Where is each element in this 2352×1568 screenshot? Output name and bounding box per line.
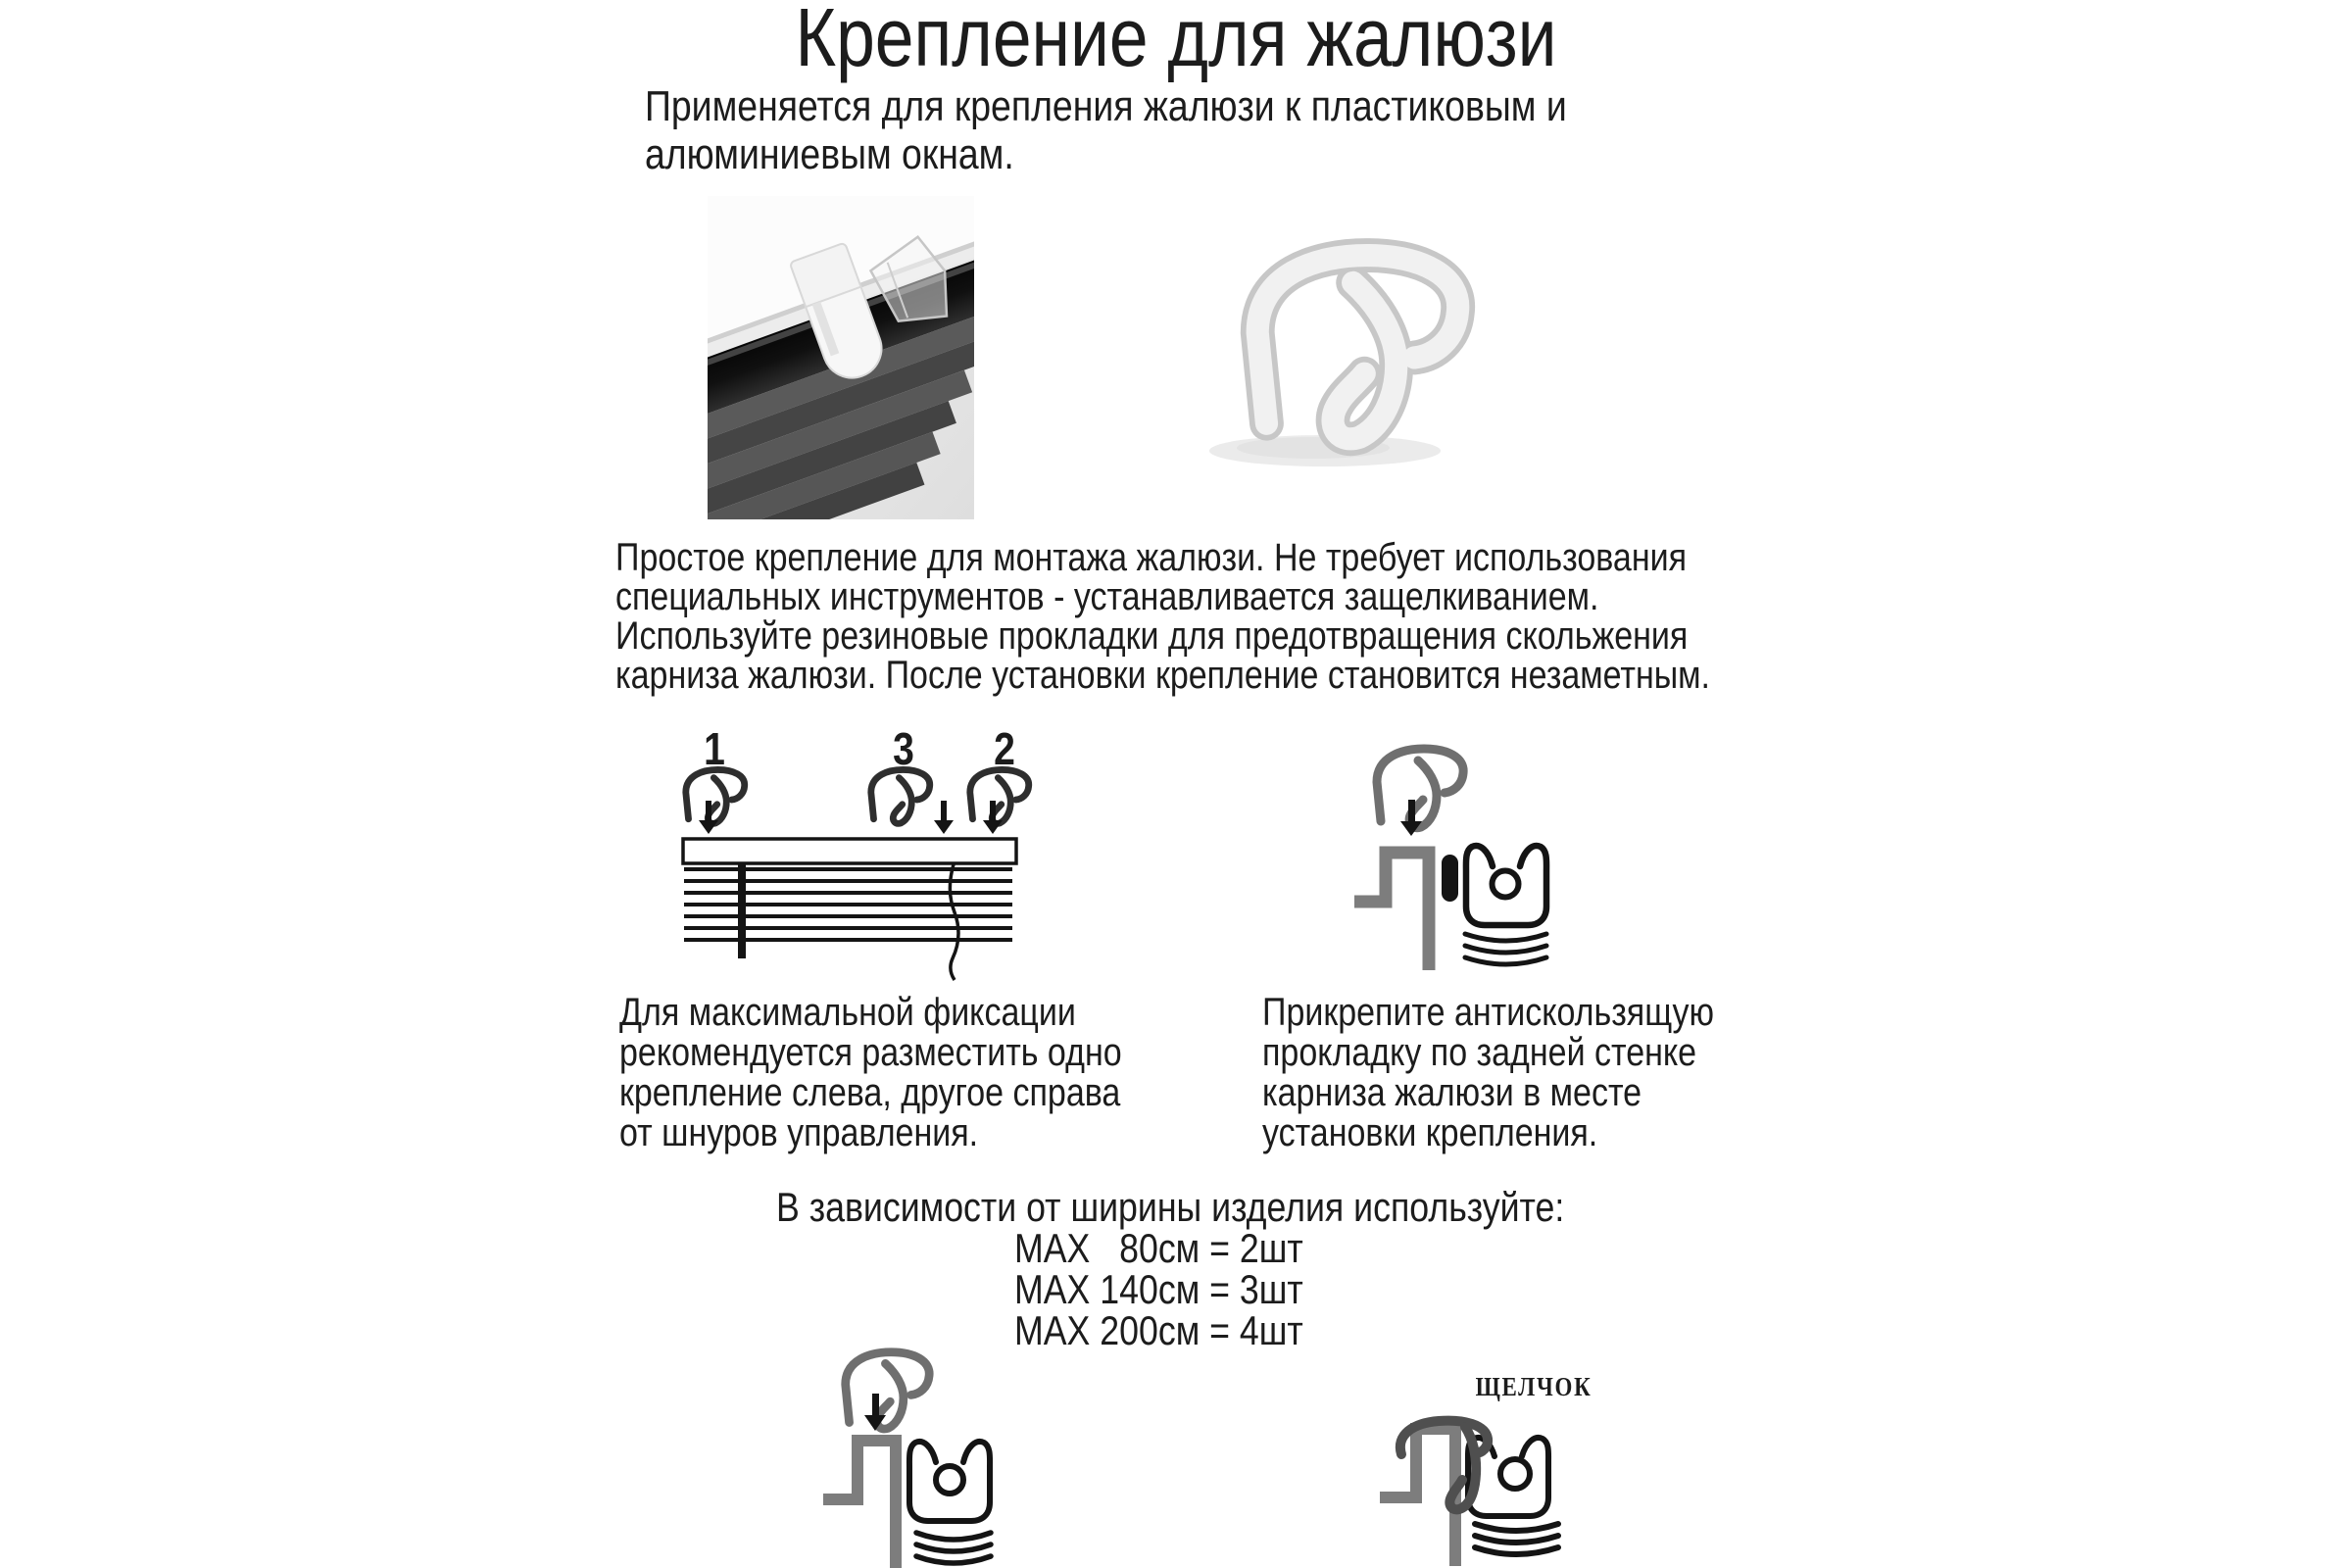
subtitle-line: Применяется для крепления жалюзи к пластиковым и: [645, 82, 1567, 130]
caption-line: Прикрепите антискользящую: [1262, 991, 1715, 1034]
usage-row: MAX 80см = 2шт: [1014, 1225, 1303, 1271]
intro-line: специальных инструментов - устанавливается защелкиванием.: [615, 575, 1599, 618]
caption-left: [619, 993, 1122, 1153]
caption-right: [1262, 993, 1714, 1153]
headrail-channel: [909, 1442, 990, 1521]
caption-line: рекомендуется разместить одно: [619, 1031, 1122, 1074]
photo-clip-mounted-image: [708, 196, 974, 519]
clip-icon: [970, 769, 1029, 823]
caption-line: карниза жалюзи в месте: [1262, 1071, 1642, 1114]
down-arrow-icon: [699, 801, 1003, 834]
clip-number-third: 3: [893, 723, 914, 774]
headrail-outline: [683, 839, 1016, 863]
usage-row: MAX 140см = 3шт: [1014, 1266, 1303, 1312]
photo-clip-product: [1198, 221, 1501, 492]
caption-line: прокладку по задней стенке: [1262, 1031, 1697, 1074]
blind-slats: [684, 869, 1012, 940]
intro-paragraph: [615, 538, 1710, 695]
window-frame-profile: [823, 1441, 896, 1568]
headrail-channel: [1466, 846, 1546, 925]
clip-icon: [871, 769, 930, 823]
anti-slip-pad: [1442, 855, 1458, 902]
clip-number-second: 2: [994, 723, 1015, 774]
align-diagram: [818, 1343, 1009, 1568]
snap-diagram: [1372, 1413, 1568, 1568]
cord-hole: [1500, 1459, 1530, 1489]
clip-icon: [686, 769, 745, 823]
cord-hole: [936, 1466, 963, 1494]
photo-clip-mounted: [708, 196, 974, 519]
window-frame-profile: [1380, 1429, 1455, 1566]
snap-label: ЩЕЛЧОК: [1475, 1372, 1592, 1401]
pad-install-diagram: [1345, 733, 1570, 973]
photo-clip-product-image: [1198, 221, 1501, 492]
subtitle: [645, 82, 1567, 178]
pleated-fabric-waves: [916, 1533, 991, 1563]
caption-line: установки крепления.: [1262, 1111, 1598, 1154]
caption-line: крепление слева, другое справа: [619, 1071, 1121, 1114]
usage-heading: В зависимости от ширины изделия используйте:: [776, 1184, 1565, 1230]
caption-line: Для максимальной фиксации: [619, 991, 1076, 1034]
pleated-fabric-waves: [1465, 934, 1546, 964]
page-title: Крепление для жалюзи: [795, 0, 1557, 83]
intro-line: Используйте резиновые прокладки для предотвращения скольжения: [615, 614, 1689, 658]
clip-icon: [1377, 749, 1463, 828]
window-frame-profile: [1354, 853, 1429, 970]
clip-number-first: 1: [704, 723, 725, 774]
clip-icon: [846, 1352, 930, 1429]
clip-body: [1257, 256, 1458, 439]
pleated-fabric-waves: [1475, 1524, 1558, 1554]
caption-line: от шнуров управления.: [619, 1111, 979, 1154]
cord-hole: [1493, 871, 1519, 898]
intro-line: карниза жалюзи. После установки крепление становится незаметным.: [615, 654, 1711, 697]
subtitle-line: алюминиевым окнам.: [645, 130, 1014, 178]
usage-row: MAX 200см = 4шт: [1014, 1307, 1303, 1353]
intro-line: Простое крепление для монтажа жалюзи. Не требует использования: [615, 536, 1688, 579]
usage-table: [1014, 1225, 1303, 1353]
